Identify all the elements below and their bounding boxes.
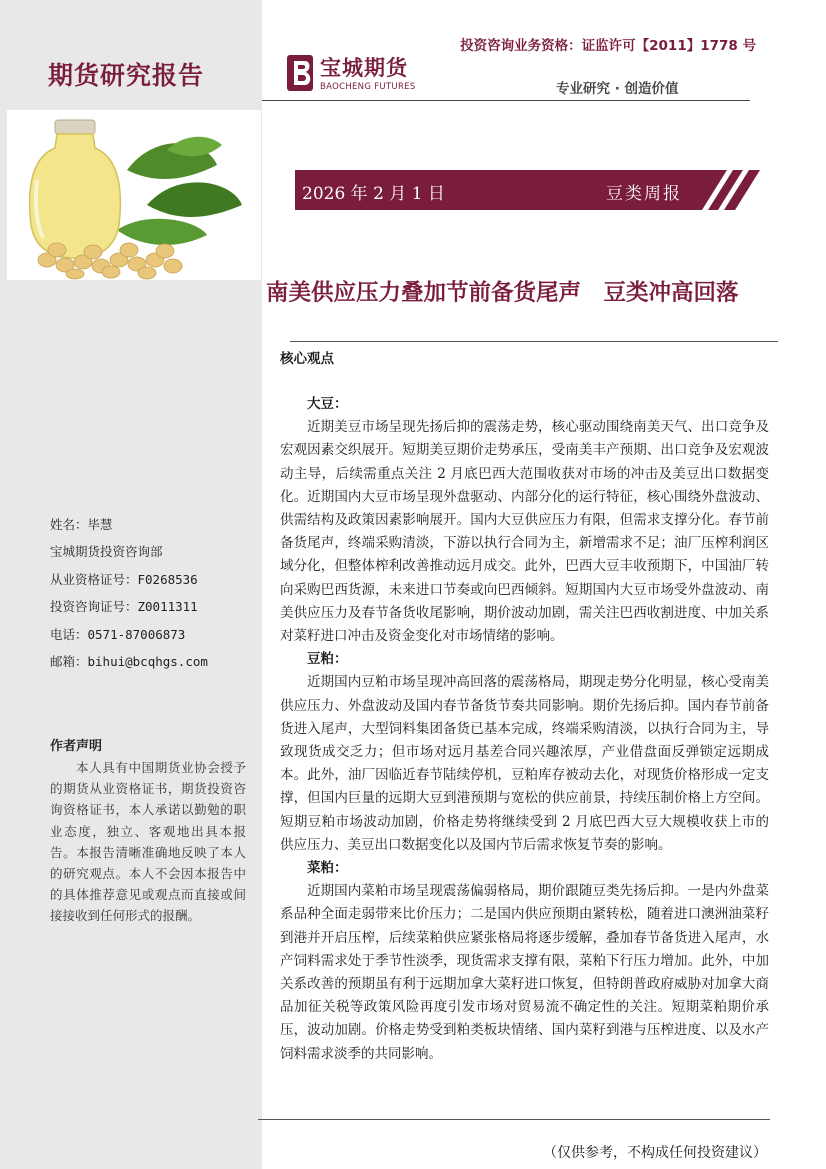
section-text-soybean: 近期美豆市场呈现先扬后抑的震荡走势，核心驱动围绕南美天气、出口竞争及宏观因素交织展开。短期美豆期价走势承压，受南美丰产预期、出口竞争及宏观波动主导，后续需重点关注 2 月底巴西大范围收获对市场的冲击及美豆出口数据变化。近期国内大豆市场呈现外盘驱动、内部分化的运行特征，核心围绕外盘波动、供需结构及政策因素影响展开。国内大豆供应压力有限，但需求支撑分化。春节前备货尾声，终端采购清淡，下游以执行合同为主，新增需求不足；油厂压榨利润区域分化，但整体榨利改善推动远月成交。此外，巴西大豆丰收预期下，中国油厂转向采购巴西货源，未来进口节奏或向巴西倾斜。短期国内大豆市场受外盘波动、南美供应压力及春节备货收尾影响，期价波动加剧，需关注巴西收割进度、中加关系对菜籽进口冲击及资金变化对市场情绪的影响。 — [280, 419, 769, 645]
report-headline: 南美供应压力叠加节前备货尾声 豆类冲高回落 — [266, 280, 739, 306]
report-category-title: 期货研究报告 — [48, 61, 205, 90]
headline-divider — [290, 341, 778, 342]
qualification-line: 投资咨询业务资格：证监许可【2011】1778 号 — [460, 38, 756, 54]
declaration-title: 作者声明 — [50, 739, 103, 754]
cover-photo-soybean-oil — [7, 110, 261, 280]
section-heading-soymeal: 豆粕： — [307, 651, 348, 668]
author-consult-no: 投资咨询证号：Z0011311 — [50, 599, 198, 615]
section-text-rapeseed-meal: 近期国内菜粕市场呈现震荡偏弱格局，期价跟随豆类先扬后抑。一是内外盘菜系品种全面走弱带来比价压力；二是国内供应预期由紧转松，随着进口澳洲油菜籽到港并开启压榨，后续菜粕供应紧张格局将逐步缓解，叠加春节备货进入尾声，水产饲料需求处于季节性淡季，现货需求支撑有限，菜粕下行压力增加。此外，中加关系改善的预期虽有利于远期加拿大菜籽进口恢复，但特朗普政府威胁对加拿大商品加征关税等政策风险再度引发市场对贸易流不确定性的关注。短期菜粕期价承压，波动加剧。价格走势受到粕类板块情绪、国内菜籽到港与压榨进度、以及水产饲料需求淡季的共同影响。 — [280, 883, 769, 1062]
author-email: 邮箱：bihui@bcqhgs.com — [50, 654, 208, 670]
declaration-text: 本人具有中国期货业协会授予的期货从业资格证书，期货投资咨询资格证书，本人承诺以勤勉的职业态度，独立、客观地出具本报告。本报告清晰准确地反映了本人的研究观点。本人不会因本报告中的具体推荐意见或观点而直接或间接接收到任何形式的报酬。 — [50, 760, 246, 924]
logo-mark-icon — [285, 51, 317, 95]
disclaimer-note: （仅供参考，不构成任何投资建议） — [543, 1145, 767, 1161]
footer-divider — [258, 1119, 770, 1120]
author-info — [50, 511, 208, 675]
section-heading-rapeseed-meal: 菜粕： — [307, 860, 348, 877]
section-heading-soybean: 大豆： — [307, 396, 348, 412]
author-department: 宝城期货投资咨询部 — [50, 544, 163, 560]
logo-text-en: BAOCHENG FUTURES — [320, 82, 416, 92]
logo-text-cn: 宝城期货 — [320, 55, 408, 80]
company-slogan: 专业研究 · 创造价值 — [556, 81, 679, 97]
company-logo — [285, 51, 435, 97]
author-phone: 电话：0571-87006873 — [50, 626, 186, 642]
header-divider — [262, 100, 750, 101]
report-type: 豆类周报 — [606, 184, 682, 204]
section-text-soymeal: 近期国内豆粕市场呈现冲高回落的震荡格局，期现走势分化明显，核心受南美供应压力、外盘波动及国内春节备货节奏共同影响。期价先扬后抑。国内春节前备货进入尾声，大型饲料集团备货已基本完成，终端采购清淡，以执行合同为主，导致现货成交乏力；但市场对远月基差合同兴趣浓厚，产业借盘面反弹锁定远期成本。此外，油厂因临近春节陆续停机，豆粕库存被动去化，对现货价格形成一定支撑，但国内巨量的远期大豆到港预期与宽松的供应前景，持续压制价格上方空间。短期豆粕市场波动加剧，价格走势将继续受到 2 月底巴西大豆大规模收获上市的供应压力、美豆出口数据变化以及国内节后需求恢复节奏的影响。 — [280, 674, 769, 853]
report-date: 2026 年 2 月 1 日 — [302, 184, 445, 204]
soybean-oil-illustration — [7, 110, 261, 280]
sidebar — [0, 0, 262, 1169]
core-viewpoint-label: 核心观点 — [280, 351, 334, 367]
author-license-no: 从业资格证号：F0268536 — [50, 571, 198, 587]
report-body — [280, 393, 769, 1066]
author-name: 姓名：毕慧 — [50, 517, 113, 532]
